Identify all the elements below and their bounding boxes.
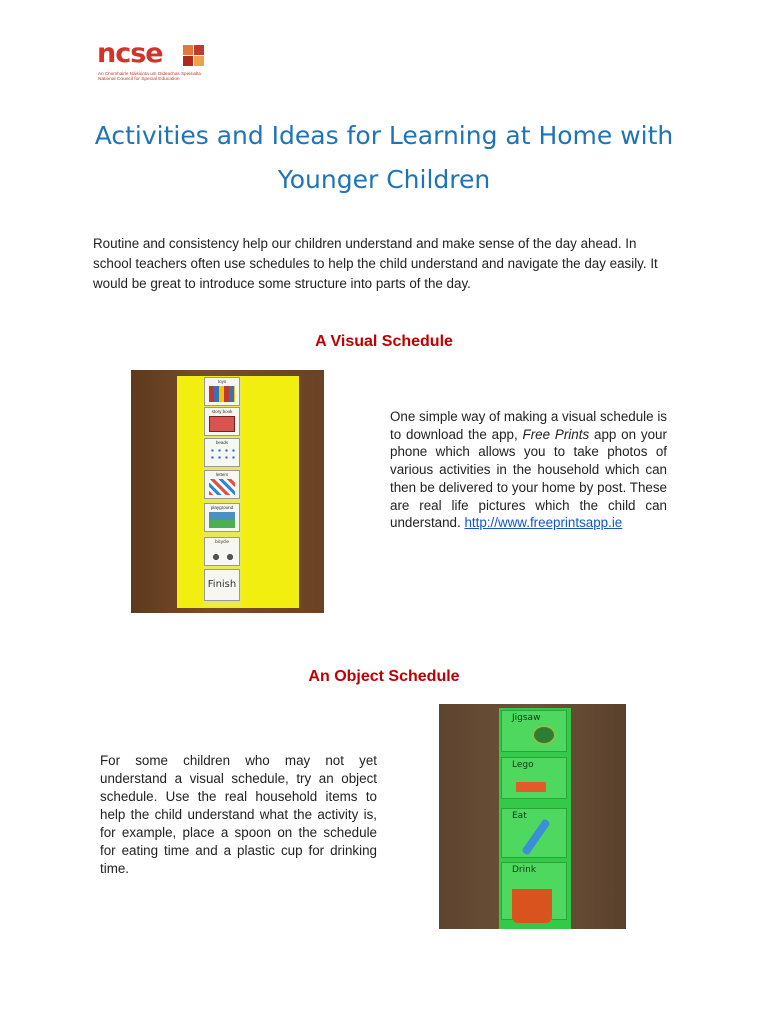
freeprints-link[interactable]: http://www.freeprintsapp.ie: [464, 515, 623, 531]
schedule-card: [501, 710, 567, 752]
visual-schedule-heading: A Visual Schedule: [315, 333, 453, 350]
object-schedule-paragraph: For some children who may not yet understand a visual schedule, try an object schedule. Use the real household items to help the child understand what the activity is, for example, place a spoon on the schedule for eating time and a plastic cup for drinking time.: [100, 753, 377, 876]
schedule-card: [204, 569, 240, 601]
object-schedule-heading: An Object Schedule: [308, 668, 460, 685]
playground-icon: [209, 512, 235, 528]
spoon-icon: [521, 818, 550, 855]
card-label: Lego: [512, 760, 534, 770]
visual-schedule-photo: [131, 370, 324, 613]
ncse-logo: [97, 38, 217, 86]
jigsaw-piece-icon: [532, 725, 556, 745]
lego-brick-icon: [516, 782, 546, 792]
card-label: toys: [217, 379, 227, 384]
schedule-card: [204, 470, 240, 499]
visual-schedule-paragraph: [390, 408, 667, 532]
page-title: Activities and Ideas for Learning at Home with Younger Children: [94, 121, 674, 194]
toys-icon: [209, 386, 235, 402]
card-label: letters: [215, 472, 229, 477]
intro-paragraph: Routine and consistency help our children understand and make sense of the day ahead. In school teachers often use schedules to help the child understand and navigate the day easily. It would be great to introduce some structure into parts of the day.: [93, 236, 658, 291]
schedule-card: [501, 862, 567, 920]
card-label: Eat: [512, 811, 527, 821]
schedule-card: [204, 503, 240, 532]
logo-english-name: National Council for Special Education: [98, 77, 180, 82]
schedule-card: [204, 407, 240, 436]
logo-mark-icon: [183, 45, 205, 67]
object-schedule-photo: [439, 704, 626, 929]
card-label: Jigsaw: [512, 713, 541, 723]
book-icon: [209, 416, 235, 432]
plastic-cup-icon: [512, 889, 552, 923]
beads-icon: [209, 447, 235, 463]
card-label: playground: [210, 505, 234, 510]
schedule-card: [501, 808, 567, 858]
letters-icon: [209, 479, 235, 495]
card-label: Finish: [207, 579, 237, 590]
app-name: Free Prints: [522, 426, 590, 442]
schedule-card: [204, 377, 240, 406]
card-label: bicycle: [215, 539, 229, 544]
card-label: story book: [211, 409, 233, 414]
visual-text-before: One simple way of making a visual schedule is to download the app,: [390, 409, 667, 442]
logo-irish-name: An Chomhairle Náisiúnta um Oideachas Speisialta: [98, 71, 201, 76]
card-label: Drink: [512, 865, 537, 875]
bicycle-icon: [209, 546, 235, 562]
logo-wordmark: ncse: [97, 38, 163, 69]
schedule-card: [204, 537, 240, 566]
visual-text-after: app on your phone which allows you to take photos of various activities in the household which can then be delivered to your home by post. These are real life pictures which the child can understand.: [390, 426, 667, 531]
schedule-card: [501, 757, 567, 799]
card-label: beads: [215, 440, 229, 445]
schedule-card: [204, 438, 240, 467]
